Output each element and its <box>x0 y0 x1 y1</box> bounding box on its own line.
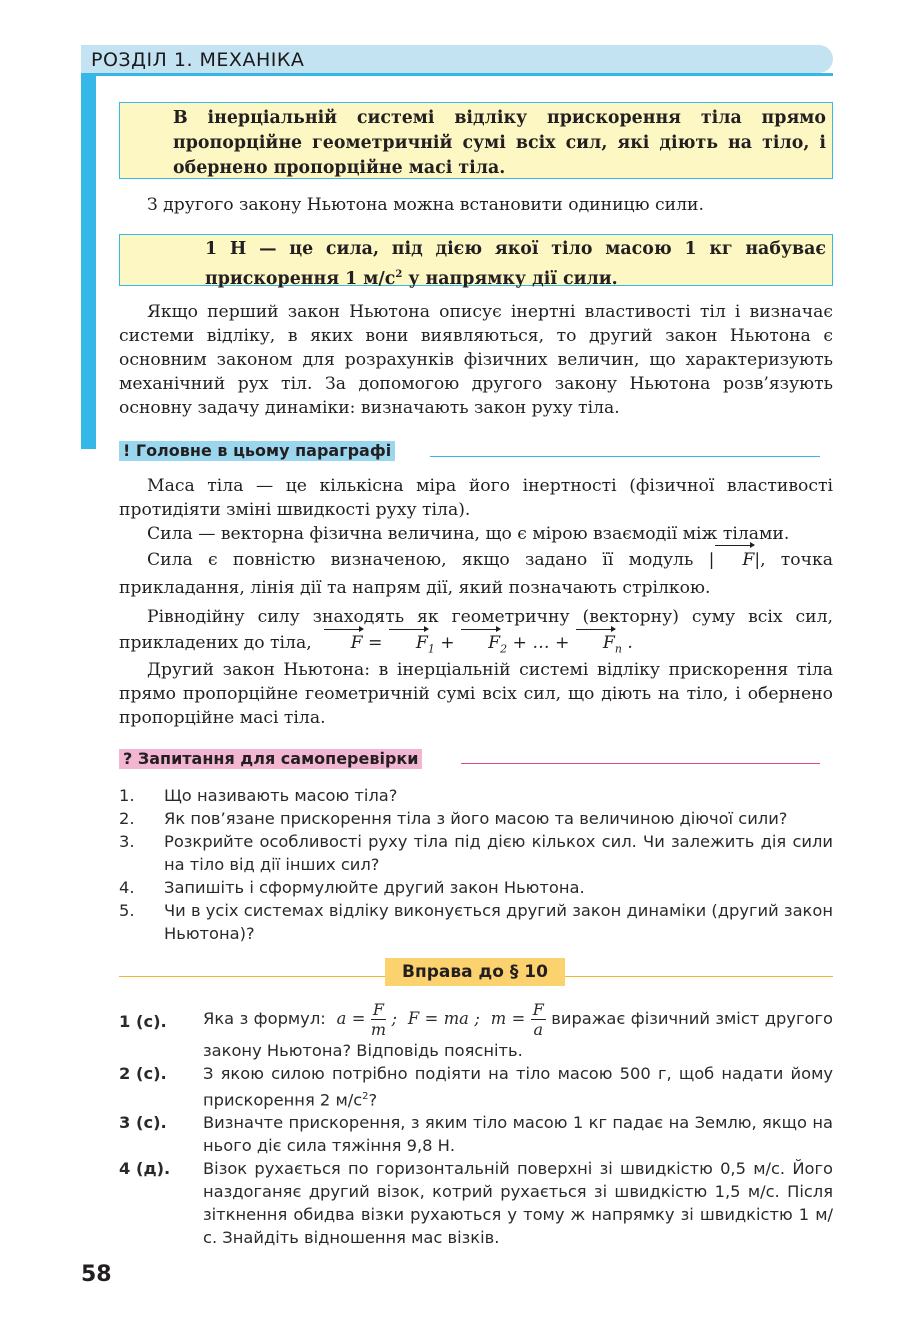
exercise-line-left <box>119 976 385 977</box>
law-definition-box <box>119 102 833 179</box>
formula-options: a = $\frac{F}{m}$ ; F = ma ; m = $\frac{F}{a}$ <box>331 1000 544 1039</box>
newton-unit-box <box>119 234 833 289</box>
main-paragraph <box>119 300 833 420</box>
summary-heading-line <box>430 456 820 457</box>
exercise-item: 3 (с). Визначте прискорення, з яким тіло масою 1 кг падає на Землю, якщо на нього діє сила тяжіння 9,8 Н. <box>119 1113 833 1156</box>
exercise-item: 2 (с). З якою силою потрібно подіяти на тіло масою 500 г, щоб надати йому прискорення 2 $м/с^2$? <box>119 1064 833 1110</box>
summary-p3-text-a: Сила є повністю визначеною, якщо задано її модуль <box>147 550 694 570</box>
question-item: 3. Розкрийте особливості руху тіла під дією кількох сил. Чи залежить дія сили на тіло від дії інших сил? <box>119 832 833 874</box>
side-accent-bar <box>81 73 96 449</box>
summary-p1 <box>119 474 833 522</box>
header-underline <box>96 73 833 76</box>
chapter-title: РОЗДІЛ 1. МЕХАНІКА <box>91 49 305 71</box>
questions-heading: ? Запитання для самоперевірки <box>119 749 422 769</box>
summary-p4-text: Рівнодійну силу знаходять як геометричну (векторну) суму всіх сил, прикладених до тіла, <box>119 607 833 653</box>
chapter-header <box>81 45 833 73</box>
exercise-1-text-b: виражає фізичний зміст другого закону Ньютона? Відповідь поясніть. <box>203 1009 833 1060</box>
summary-p1-text: Маса тіла — це кількісна міра його інертності (фізичної властивості протидіяти зміні швидкості руху тіла). <box>119 476 833 520</box>
main-paragraph-text: Якщо перший закон Ньютона описує інертні властивості тіл і визначає системи відліку, в яких вони виявляються, то другий закон Ньютона є основним законом для розрахунків фізичних величин, що характеризують механічний рух тіл. За допомогою другого закону Ньютона розв’язують основну задачу динаміки: визначають закон руху тіла. <box>119 302 833 418</box>
question-item: 4. Запишіть і сформулюйте другий закон Ньютона. <box>119 878 585 897</box>
exercise-item: 4 (д). Візок рухається по горизонтальній поверхні зі швидкістю 0,5 м/с. Його наздоганяє другий візок, котрий рухається зі швидкістю 1,5 м/с. Після зіткнення обидва візки рухаються у тому ж напрямку зі швидкістю 1 м/с. Знайдіть відношення мас візків. <box>119 1159 833 1248</box>
summary-p3 <box>119 546 833 602</box>
force-modulus-formula: | F| <box>709 550 761 570</box>
unit-intro-paragraph <box>119 193 833 217</box>
exercise-1-text-a: Яка з формул: <box>203 1009 326 1028</box>
summary-p5 <box>119 658 833 730</box>
summary-p5-text: Другий закон Ньютона: в інерціальній системі відліку прискорення тіла прямо пропорційне геометричній сумі всіх сил, що діють на тіло, і обернено пропорційне масі тіла. <box>119 660 833 728</box>
summary-p4 <box>119 604 833 662</box>
questions-heading-line <box>461 763 820 764</box>
newton-unit-sup: 2 <box>395 269 403 280</box>
summary-heading: ! Головне в цьому параграфі <box>119 441 395 461</box>
question-item: 5. Чи в усіх системах відліку виконується другий закон динаміки (другий закон Ньютона)? <box>119 901 833 943</box>
exercise-line-right <box>565 976 833 977</box>
newton-unit-text-a: 1 Н — це сила, під дією якої тіло масою 1 кг набуває прискорення 1 м/с <box>205 239 826 289</box>
summary-p3-text-b: , точка прикладання, лінія дії та напрям дії, який позначають стрілкою. <box>119 550 834 598</box>
newton-unit-text-b: у напрямку дії сили. <box>402 268 618 289</box>
resultant-force-formula: $F = F_1 + F_2$ + … + $F_n$ . <box>317 633 633 653</box>
exercise-title: Вправа до § 10 <box>385 958 565 986</box>
exercise-list <box>119 1000 833 1249</box>
exercise-item: 1 (с). Яка з формул: a = $\frac{F}{m}$ ; F = ma ; m = $\frac{F}{a}$ виражає фізичний зміст другого закону Ньютона? Відповідь поясніть. <box>119 1000 833 1060</box>
question-item: 2. Як пов’язане прискорення тіла з його масою та величиною діючої сили? <box>119 809 788 828</box>
unit-intro-text: З другого закону Ньютона можна встановити одиницю сили. <box>147 195 704 215</box>
summary-p2-text: Сила — векторна фізична величина, що є мірою взаємодії між тілами. <box>147 524 790 544</box>
page-number: 58 <box>81 1262 112 1287</box>
law-definition-text: В інерціальній системі відліку прискорення тіла прямо пропорційне геометричній сумі всіх сил, які діють на тіло, і обернено пропорційне масі тіла. <box>173 108 826 178</box>
questions-list <box>119 784 833 945</box>
summary-p2 <box>119 522 833 546</box>
question-item: 1. Що називають масою тіла? <box>119 786 398 805</box>
